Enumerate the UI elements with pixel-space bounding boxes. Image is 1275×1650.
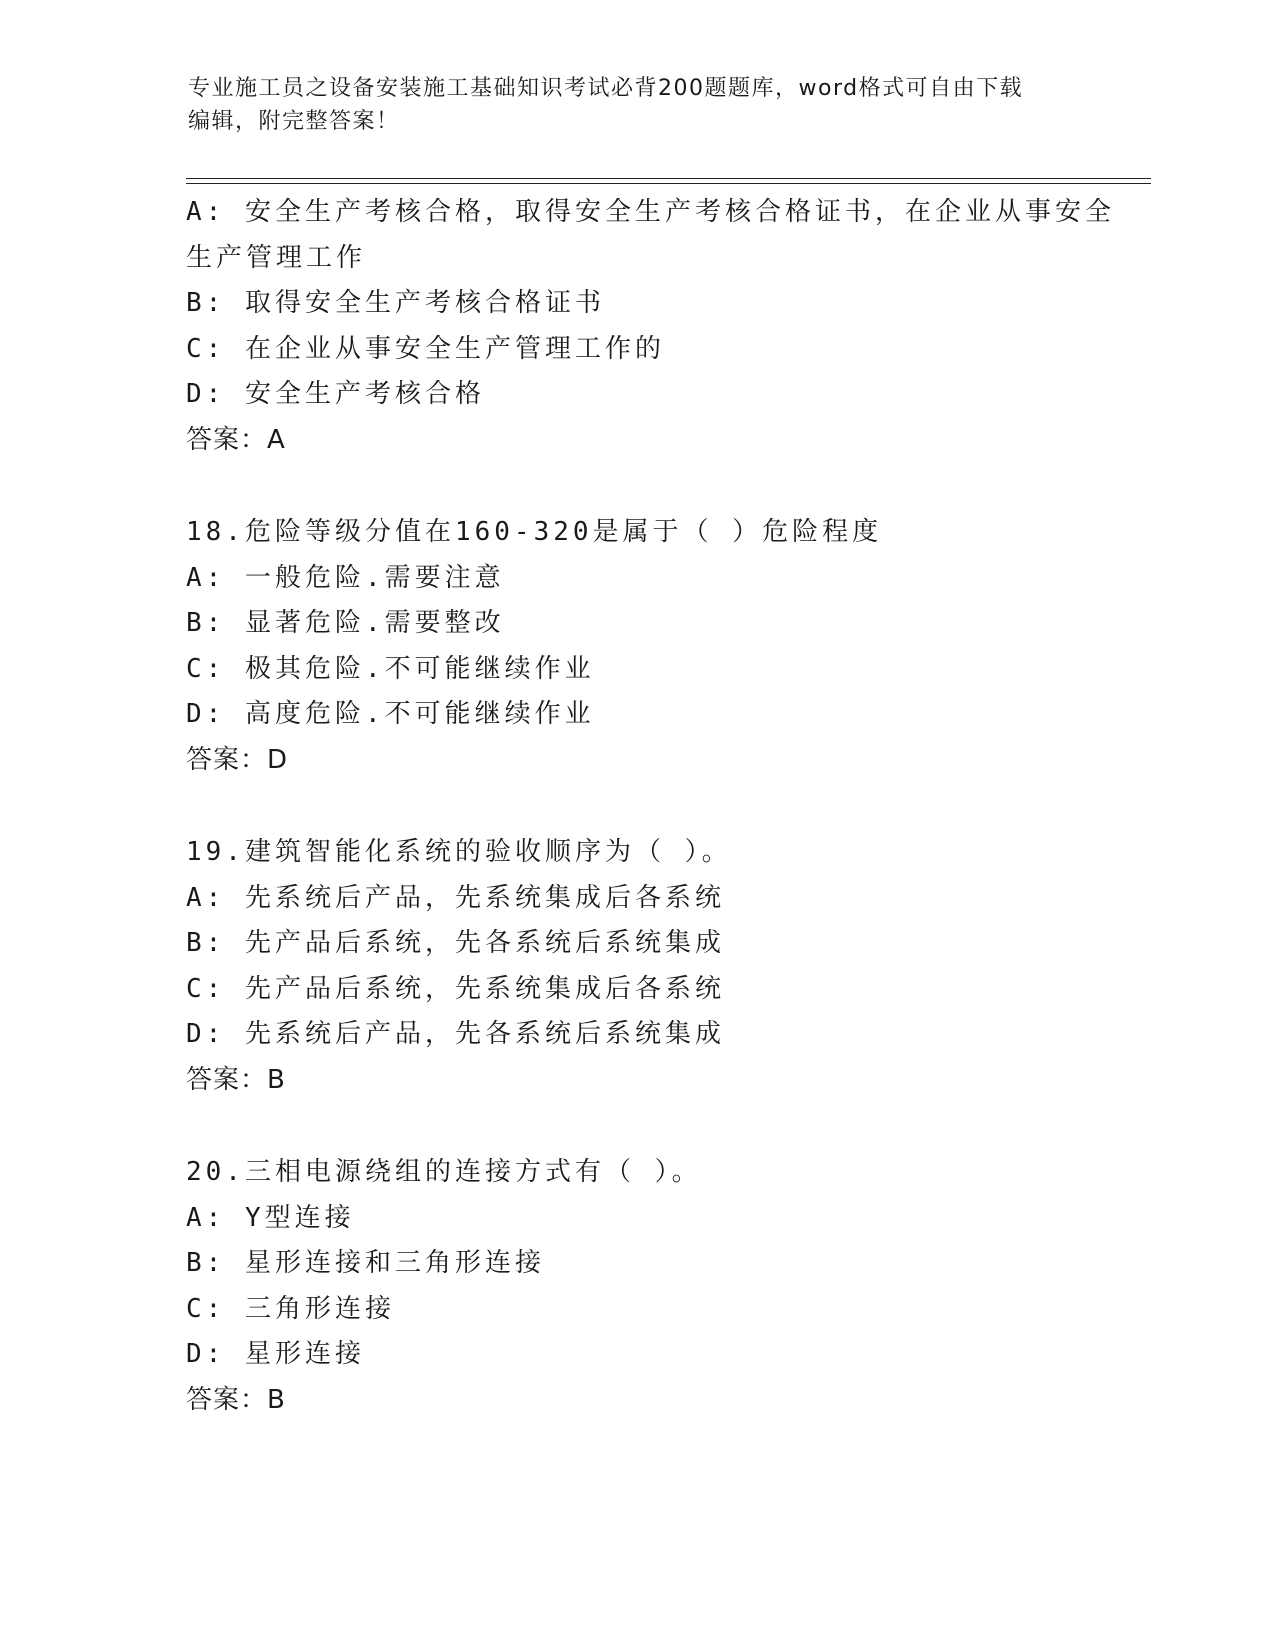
spacer: [186, 1103, 1086, 1150]
question-18: [186, 510, 1086, 783]
spacer: [186, 463, 1086, 510]
option-b: B: 显著危险.需要整改: [186, 608, 505, 638]
option-d: D: 高度危险.不可能继续作业: [186, 699, 595, 729]
option-b: B: 取得安全生产考核合格证书: [186, 288, 605, 318]
option-c: C: 极其危险.不可能继续作业: [186, 653, 595, 684]
option-a: A: 安全生产考核合格，取得安全生产考核合格证书，在企业从事安全: [186, 197, 1115, 227]
document-header: [188, 72, 1088, 138]
option-d: D: 星形连接: [186, 1339, 365, 1369]
option-c: C: 先产品后系统，先系统集成后各系统: [186, 973, 725, 1004]
question-stem: 18.危险等级分值在160-320是属于（ ）危险程度: [186, 517, 883, 547]
answer: 答案：A: [186, 424, 286, 455]
answer: 答案：B: [186, 1384, 286, 1415]
answer: 答案：B: [186, 1064, 286, 1095]
question-20: [186, 1150, 1086, 1423]
option-b: B: 星形连接和三角形连接: [186, 1248, 545, 1278]
question-stem: 19.建筑智能化系统的验收顺序为（ ）。: [186, 837, 732, 867]
option-a-continued: 生产管理工作: [186, 242, 367, 273]
option-d: D: 先系统后产品，先各系统后系统集成: [186, 1019, 725, 1049]
option-c: C: 在企业从事安全生产管理工作的: [186, 333, 665, 364]
option-d: D: 安全生产考核合格: [186, 379, 485, 409]
answer: 答案：D: [186, 744, 289, 775]
question-19: [186, 830, 1086, 1103]
header-line-1: 专业施工员之设备安装施工基础知识考试必背200题题库，word格式可自由下载: [188, 76, 1024, 101]
option-a: A: 先系统后产品，先系统集成后各系统: [186, 882, 725, 913]
option-c: C: 三角形连接: [186, 1293, 395, 1324]
spacer: [186, 783, 1086, 830]
header-rule-bottom: [186, 183, 1151, 184]
question-list: [186, 190, 1115, 1423]
question-17: [186, 190, 1115, 463]
option-a: A: Y型连接: [186, 1202, 355, 1233]
question-stem: 20.三相电源绕组的连接方式有（ ）。: [186, 1157, 702, 1187]
option-a: A: 一般危险.需要注意: [186, 562, 505, 593]
option-b: B: 先产品后系统，先各系统后系统集成: [186, 928, 725, 958]
header-line-2: 编辑，附完整答案！: [188, 109, 400, 134]
header-rule-top: [186, 178, 1151, 179]
